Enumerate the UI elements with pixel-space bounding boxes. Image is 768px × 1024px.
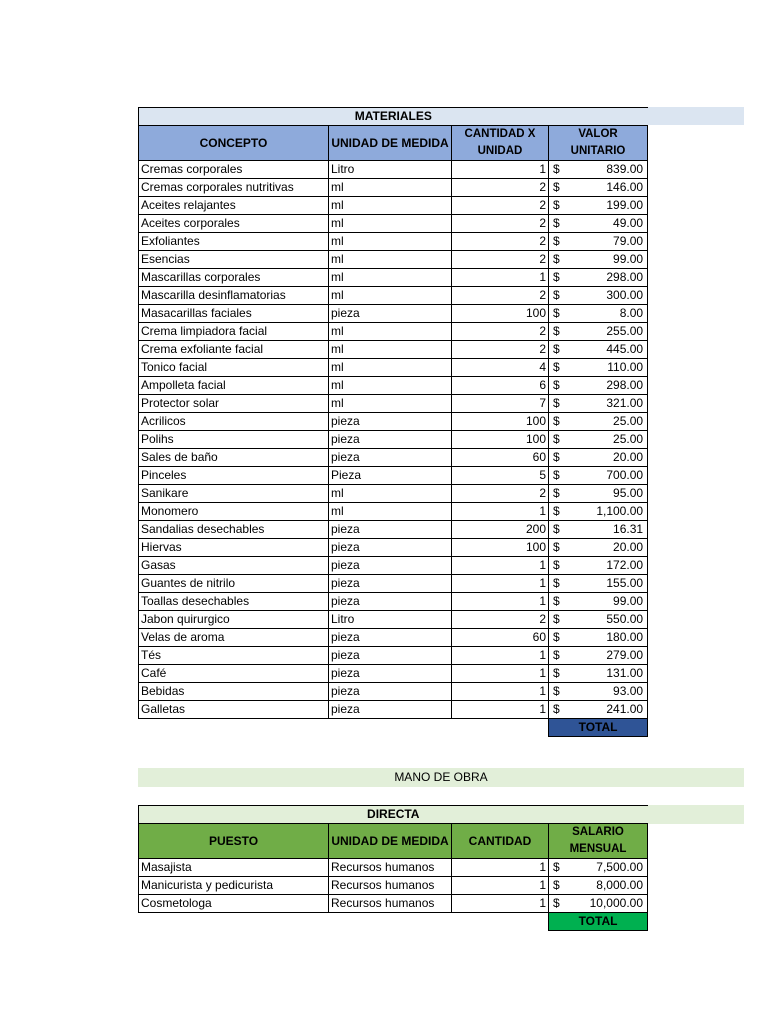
cell-unidad: ml xyxy=(329,179,452,197)
cell-valor xyxy=(549,611,648,629)
table-row xyxy=(139,611,648,629)
cell-valor xyxy=(549,449,648,467)
currency-symbol: $ xyxy=(553,576,560,590)
currency-symbol: $ xyxy=(553,666,560,680)
currency-symbol: $ xyxy=(553,288,560,302)
currency-symbol: $ xyxy=(553,252,560,266)
cell-valor xyxy=(549,503,648,521)
cell-unidad: pieza xyxy=(329,521,452,539)
cell-cantidad: 1 xyxy=(452,503,549,521)
table-row xyxy=(139,269,648,287)
cell-cantidad: 1 xyxy=(452,877,549,895)
table-row xyxy=(139,665,648,683)
cell-unidad: ml xyxy=(329,233,452,251)
cell-valor xyxy=(549,557,648,575)
amount: 445.00 xyxy=(606,342,644,356)
cell-cantidad: 2 xyxy=(452,197,549,215)
table-row xyxy=(139,341,648,359)
amount: 49.00 xyxy=(613,216,644,230)
materiales-body xyxy=(139,161,648,719)
cell-puesto: Cosmetologa xyxy=(139,895,329,913)
amount: 180.00 xyxy=(606,630,644,644)
cell-concepto: Hiervas xyxy=(139,539,329,557)
table-row xyxy=(139,179,648,197)
materiales-title: MATERIALES xyxy=(139,108,648,126)
cell-salario xyxy=(549,877,648,895)
cell-cantidad: 2 xyxy=(452,251,549,269)
cell-valor xyxy=(549,359,648,377)
table-row xyxy=(139,683,648,701)
cell-valor xyxy=(549,323,648,341)
amount: 25.00 xyxy=(613,432,644,446)
cell-concepto: Polihs xyxy=(139,431,329,449)
directa-title-band xyxy=(646,805,744,824)
amount: 99.00 xyxy=(613,252,644,266)
cell-cantidad: 2 xyxy=(452,611,549,629)
table-row xyxy=(139,251,648,269)
amount: 93.00 xyxy=(613,684,644,698)
cell-cantidad: 60 xyxy=(452,449,549,467)
currency-symbol: $ xyxy=(553,702,560,716)
header-unidad: UNIDAD DE MEDIDA xyxy=(329,126,452,161)
table-row xyxy=(139,485,648,503)
cell-unidad: pieza xyxy=(329,665,452,683)
cell-valor xyxy=(549,701,648,719)
cell-cantidad: 2 xyxy=(452,323,549,341)
cell-unidad: ml xyxy=(329,323,452,341)
cell-unidad: ml xyxy=(329,485,452,503)
cell-concepto: Cremas corporales xyxy=(139,161,329,179)
cell-unidad: pieza xyxy=(329,683,452,701)
cell-puesto: Manicurista y pedicurista xyxy=(139,877,329,895)
header-salario: SALARIO MENSUAL xyxy=(549,824,648,859)
materiales-header-row xyxy=(139,126,648,161)
cell-concepto: Galletas xyxy=(139,701,329,719)
cell-unidad: ml xyxy=(329,287,452,305)
cell-unidad: pieza xyxy=(329,539,452,557)
table-row xyxy=(139,323,648,341)
cell-unidad: pieza xyxy=(329,575,452,593)
cell-cantidad: 6 xyxy=(452,377,549,395)
cell-cantidad: 4 xyxy=(452,359,549,377)
cell-concepto: Aceites relajantes xyxy=(139,197,329,215)
amount: 550.00 xyxy=(606,612,644,626)
cell-valor xyxy=(549,467,648,485)
currency-symbol: $ xyxy=(553,162,560,176)
cell-unidad: Litro xyxy=(329,161,452,179)
table-row xyxy=(139,359,648,377)
cell-unidad: ml xyxy=(329,341,452,359)
cell-concepto: Monomero xyxy=(139,503,329,521)
table-row xyxy=(139,629,648,647)
currency-symbol: $ xyxy=(553,216,560,230)
mano-de-obra-title: MANO DE OBRA xyxy=(394,770,488,784)
cell-cantidad: 1 xyxy=(452,701,549,719)
cell-unidad: pieza xyxy=(329,431,452,449)
cell-puesto: Masajista xyxy=(139,859,329,877)
currency-symbol: $ xyxy=(553,198,560,212)
cell-cantidad: 100 xyxy=(452,539,549,557)
currency-symbol: $ xyxy=(553,612,560,626)
cell-valor xyxy=(549,197,648,215)
amount: 321.00 xyxy=(606,396,644,410)
cell-cantidad: 1 xyxy=(452,647,549,665)
cell-unidad: pieza xyxy=(329,449,452,467)
currency-symbol: $ xyxy=(553,594,560,608)
cell-concepto: Ampolleta facial xyxy=(139,377,329,395)
currency-symbol: $ xyxy=(553,860,560,874)
amount: 199.00 xyxy=(606,198,644,212)
table-row xyxy=(139,877,648,895)
amount: 146.00 xyxy=(606,180,644,194)
cell-concepto: Acrilicos xyxy=(139,413,329,431)
cell-concepto: Gasas xyxy=(139,557,329,575)
table-row xyxy=(139,503,648,521)
cell-cantidad: 1 xyxy=(452,859,549,877)
amount: 255.00 xyxy=(606,324,644,338)
currency-symbol: $ xyxy=(553,504,560,518)
directa-body xyxy=(139,859,648,913)
amount: 279.00 xyxy=(606,648,644,662)
cell-concepto: Bebidas xyxy=(139,683,329,701)
currency-symbol: $ xyxy=(553,396,560,410)
table-row xyxy=(139,413,648,431)
cell-unidad: ml xyxy=(329,503,452,521)
cell-cantidad: 2 xyxy=(452,287,549,305)
cell-cantidad: 1 xyxy=(452,683,549,701)
cell-salario xyxy=(549,895,648,913)
cell-valor xyxy=(549,377,648,395)
cell-cantidad: 7 xyxy=(452,395,549,413)
cell-concepto: Sandalias desechables xyxy=(139,521,329,539)
cell-unidad: pieza xyxy=(329,305,452,323)
cell-valor xyxy=(549,215,648,233)
currency-symbol: $ xyxy=(553,306,560,320)
cell-unidad: pieza xyxy=(329,413,452,431)
cell-valor xyxy=(549,665,648,683)
amount: 20.00 xyxy=(613,540,644,554)
cell-unidad: pieza xyxy=(329,629,452,647)
cell-concepto: Café xyxy=(139,665,329,683)
currency-symbol: $ xyxy=(553,878,560,892)
cell-concepto: Crema exfoliante facial xyxy=(139,341,329,359)
cell-unidad: ml xyxy=(329,269,452,287)
cell-concepto: Toallas desechables xyxy=(139,593,329,611)
cell-valor xyxy=(549,629,648,647)
cell-unidad: Recursos humanos xyxy=(329,895,452,913)
currency-symbol: $ xyxy=(553,468,560,482)
amount: 172.00 xyxy=(606,558,644,572)
cell-cantidad: 2 xyxy=(452,215,549,233)
table-row xyxy=(139,305,648,323)
cell-concepto: Mascarillas corporales xyxy=(139,269,329,287)
amount: 79.00 xyxy=(613,234,644,248)
cell-salario xyxy=(549,859,648,877)
amount: 16.31 xyxy=(613,522,644,536)
table-row xyxy=(139,377,648,395)
cell-concepto: Tés xyxy=(139,647,329,665)
table-row xyxy=(139,859,648,877)
cell-valor xyxy=(549,251,648,269)
table-row xyxy=(139,539,648,557)
directa-total-row xyxy=(139,913,648,931)
materiales-total-row xyxy=(139,719,648,737)
cell-concepto: Cremas corporales nutritivas xyxy=(139,179,329,197)
currency-symbol: $ xyxy=(553,684,560,698)
cell-valor xyxy=(549,683,648,701)
cell-unidad: ml xyxy=(329,197,452,215)
amount: 298.00 xyxy=(606,378,644,392)
cell-valor xyxy=(549,575,648,593)
currency-symbol: $ xyxy=(553,180,560,194)
cell-valor xyxy=(549,539,648,557)
cell-valor xyxy=(549,647,648,665)
cell-cantidad: 1 xyxy=(452,665,549,683)
amount: 700.00 xyxy=(606,468,644,482)
directa-header-row xyxy=(139,824,648,859)
directa-total-label: TOTAL xyxy=(549,913,648,931)
cell-unidad: Litro xyxy=(329,611,452,629)
currency-symbol: $ xyxy=(553,648,560,662)
cell-cantidad: 2 xyxy=(452,233,549,251)
cell-cantidad: 1 xyxy=(452,593,549,611)
table-row xyxy=(139,431,648,449)
table-row xyxy=(139,895,648,913)
cell-concepto: Velas de aroma xyxy=(139,629,329,647)
amount: 155.00 xyxy=(606,576,644,590)
amount: 7,500.00 xyxy=(596,860,644,874)
amount: 8,000.00 xyxy=(596,878,644,892)
amount: 839.00 xyxy=(606,162,644,176)
table-row xyxy=(139,701,648,719)
currency-symbol: $ xyxy=(553,558,560,572)
currency-symbol: $ xyxy=(553,450,560,464)
currency-symbol: $ xyxy=(553,432,560,446)
cell-unidad: Recursos humanos xyxy=(329,877,452,895)
amount: 298.00 xyxy=(606,270,644,284)
cell-unidad: ml xyxy=(329,251,452,269)
cell-cantidad: 1 xyxy=(452,575,549,593)
cell-cantidad: 2 xyxy=(452,179,549,197)
currency-symbol: $ xyxy=(553,414,560,428)
cell-concepto: Tonico facial xyxy=(139,359,329,377)
cell-cantidad: 2 xyxy=(452,341,549,359)
cell-cantidad: 1 xyxy=(452,895,549,913)
currency-symbol: $ xyxy=(553,324,560,338)
cell-unidad: pieza xyxy=(329,701,452,719)
amount: 8.00 xyxy=(619,306,644,320)
currency-symbol: $ xyxy=(553,234,560,248)
cell-unidad: pieza xyxy=(329,557,452,575)
cell-unidad: pieza xyxy=(329,647,452,665)
currency-symbol: $ xyxy=(553,896,560,910)
table-row xyxy=(139,395,648,413)
table-row xyxy=(139,449,648,467)
directa-table xyxy=(138,805,648,931)
cell-concepto: Sales de baño xyxy=(139,449,329,467)
amount: 95.00 xyxy=(613,486,644,500)
directa-title: DIRECTA xyxy=(139,806,648,824)
amount: 241.00 xyxy=(606,702,644,716)
cell-cantidad: 100 xyxy=(452,413,549,431)
header-concepto: CONCEPTO xyxy=(139,126,329,161)
amount: 1,100.00 xyxy=(596,504,644,518)
amount: 25.00 xyxy=(613,414,644,428)
materiales-total-label: TOTAL xyxy=(549,719,648,737)
cell-unidad: ml xyxy=(329,395,452,413)
mano-de-obra-band xyxy=(138,768,744,787)
cell-unidad: Pieza xyxy=(329,467,452,485)
header-puesto: PUESTO xyxy=(139,824,329,859)
table-row xyxy=(139,647,648,665)
currency-symbol: $ xyxy=(553,270,560,284)
cell-valor xyxy=(549,485,648,503)
cell-concepto: Protector solar xyxy=(139,395,329,413)
cell-valor xyxy=(549,593,648,611)
header-cantidad-directa: CANTIDAD xyxy=(452,824,549,859)
cell-valor xyxy=(549,233,648,251)
table-row xyxy=(139,557,648,575)
cell-concepto: Masacarillas faciales xyxy=(139,305,329,323)
cell-valor xyxy=(549,269,648,287)
materiales-title-band xyxy=(646,107,744,125)
cell-valor xyxy=(549,179,648,197)
cell-unidad: ml xyxy=(329,377,452,395)
table-row xyxy=(139,575,648,593)
cell-valor xyxy=(549,161,648,179)
currency-symbol: $ xyxy=(553,342,560,356)
cell-cantidad: 5 xyxy=(452,467,549,485)
cell-valor xyxy=(549,431,648,449)
cell-cantidad: 1 xyxy=(452,161,549,179)
table-row xyxy=(139,287,648,305)
cell-cantidad: 100 xyxy=(452,431,549,449)
currency-symbol: $ xyxy=(553,486,560,500)
cell-unidad: ml xyxy=(329,215,452,233)
amount: 99.00 xyxy=(613,594,644,608)
currency-symbol: $ xyxy=(553,378,560,392)
cell-concepto: Guantes de nitrilo xyxy=(139,575,329,593)
cell-concepto: Jabon quirurgico xyxy=(139,611,329,629)
cell-cantidad: 1 xyxy=(452,557,549,575)
currency-symbol: $ xyxy=(553,630,560,644)
cell-concepto: Pinceles xyxy=(139,467,329,485)
amount: 300.00 xyxy=(606,288,644,302)
cell-valor xyxy=(549,395,648,413)
cell-cantidad: 200 xyxy=(452,521,549,539)
cell-valor xyxy=(549,305,648,323)
header-valor: VALOR UNITARIO xyxy=(549,126,648,161)
cell-concepto: Esencias xyxy=(139,251,329,269)
cell-concepto: Mascarilla desinflamatorias xyxy=(139,287,329,305)
currency-symbol: $ xyxy=(553,540,560,554)
table-row xyxy=(139,593,648,611)
header-unidad-medida: UNIDAD DE MEDIDA xyxy=(329,824,452,859)
currency-symbol: $ xyxy=(553,360,560,374)
cell-cantidad: 60 xyxy=(452,629,549,647)
cell-unidad: pieza xyxy=(329,593,452,611)
amount: 110.00 xyxy=(607,360,644,374)
cell-concepto: Exfoliantes xyxy=(139,233,329,251)
table-row xyxy=(139,467,648,485)
table-row xyxy=(139,215,648,233)
table-row xyxy=(139,197,648,215)
header-cantidad: CANTIDAD X UNIDAD xyxy=(452,126,549,161)
cell-concepto: Aceites corporales xyxy=(139,215,329,233)
amount: 10,000.00 xyxy=(589,896,644,910)
table-row xyxy=(139,233,648,251)
cell-cantidad: 1 xyxy=(452,269,549,287)
cell-valor xyxy=(549,521,648,539)
cell-cantidad: 2 xyxy=(452,485,549,503)
materiales-table xyxy=(138,107,648,737)
currency-symbol: $ xyxy=(553,522,560,536)
cell-cantidad: 100 xyxy=(452,305,549,323)
cell-concepto: Sanikare xyxy=(139,485,329,503)
cell-valor xyxy=(549,287,648,305)
cell-unidad: Recursos humanos xyxy=(329,859,452,877)
amount: 20.00 xyxy=(613,450,644,464)
table-row xyxy=(139,521,648,539)
table-row xyxy=(139,161,648,179)
cell-unidad: ml xyxy=(329,359,452,377)
cell-concepto: Crema limpiadora facial xyxy=(139,323,329,341)
cell-valor xyxy=(549,413,648,431)
amount: 131.00 xyxy=(606,666,644,680)
cell-valor xyxy=(549,341,648,359)
